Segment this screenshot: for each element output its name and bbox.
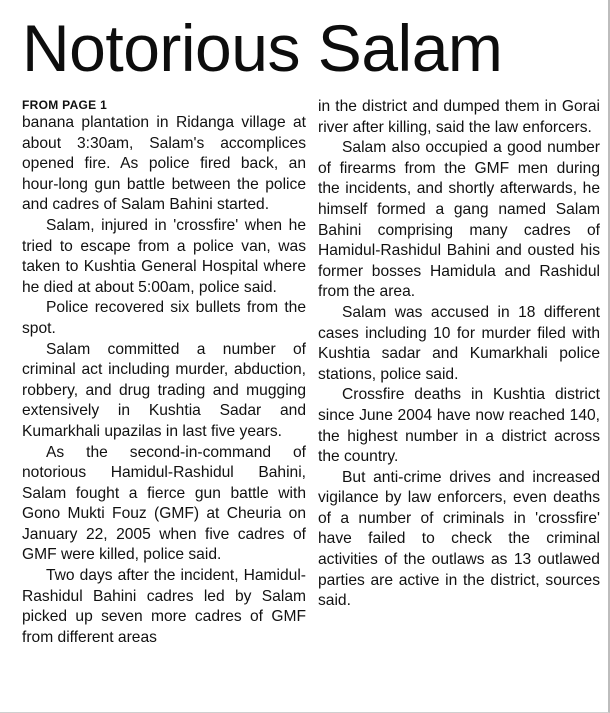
headline: Notorious Salam — [22, 11, 503, 85]
paragraph: Two days after the incident, Hamidul-Rashidul Bahini cadres led by Salam picked up seven more cadres of GMF from different areas — [22, 567, 306, 646]
paragraph: Police recovered six bullets from the spot. — [22, 299, 306, 337]
paragraph: in the district and dumped them in Gorai river after killing, said the law enforcers. — [318, 98, 600, 136]
article-column-right — [318, 97, 600, 612]
paragraph: Salam also occupied a good number of firearms from the GMF men during the incidents, and shortly afterwards, he himself formed a gang named Salam Bahini comprising many cadres of Hamidul-Rashidul Bahini and ousted his former bosses Hamidula and Rashidul from the area. — [318, 139, 600, 301]
paragraph: Crossfire deaths in Kushtia district since June 2004 have now reached 140, the highest number in a district across the country. — [318, 386, 600, 466]
paragraph: Salam committed a number of criminal act including murder, abduction, robbery, and drug trading and mugging extensively in Kushtia Sadar and Kumarkhali upazilas in last five years. — [22, 340, 306, 440]
paragraph: Salam, injured in 'crossfire' when he tried to escape from a police van, was taken to Kushtia General Hospital where he died at about 5:00am, police said. — [22, 216, 306, 296]
article-column-left — [22, 98, 306, 648]
paragraph: banana plantation in Ridanga village at about 3:30am, Salam's accomplices opened fire. As police fired back, an hour-long gun battle between the police and cadres of Salam Bahini started. — [22, 114, 306, 214]
paragraph: Salam was accused in 18 different cases including 10 for murder filed with Kushtia sadar and Kumarkhali police stations, police said. — [318, 303, 600, 383]
paragraph: As the second-in-command of notorious Hamidul-Rashidul Bahini, Salam fought a fierce gun battle with Gono Mukti Fouz (GMF) at Cheuria on January 22, 2005 when five cadres of GMF were killed, police said. — [22, 443, 306, 564]
paragraph: But anti-crime drives and increased vigilance by law enforcers, even deaths of a number of criminals in 'crossfire' have failed to check the criminal activities of the outlaws as 13 outlawed parties are active in the district, sources said. — [318, 468, 600, 610]
kicker-from-page-1: FROM PAGE 1 — [22, 98, 108, 112]
